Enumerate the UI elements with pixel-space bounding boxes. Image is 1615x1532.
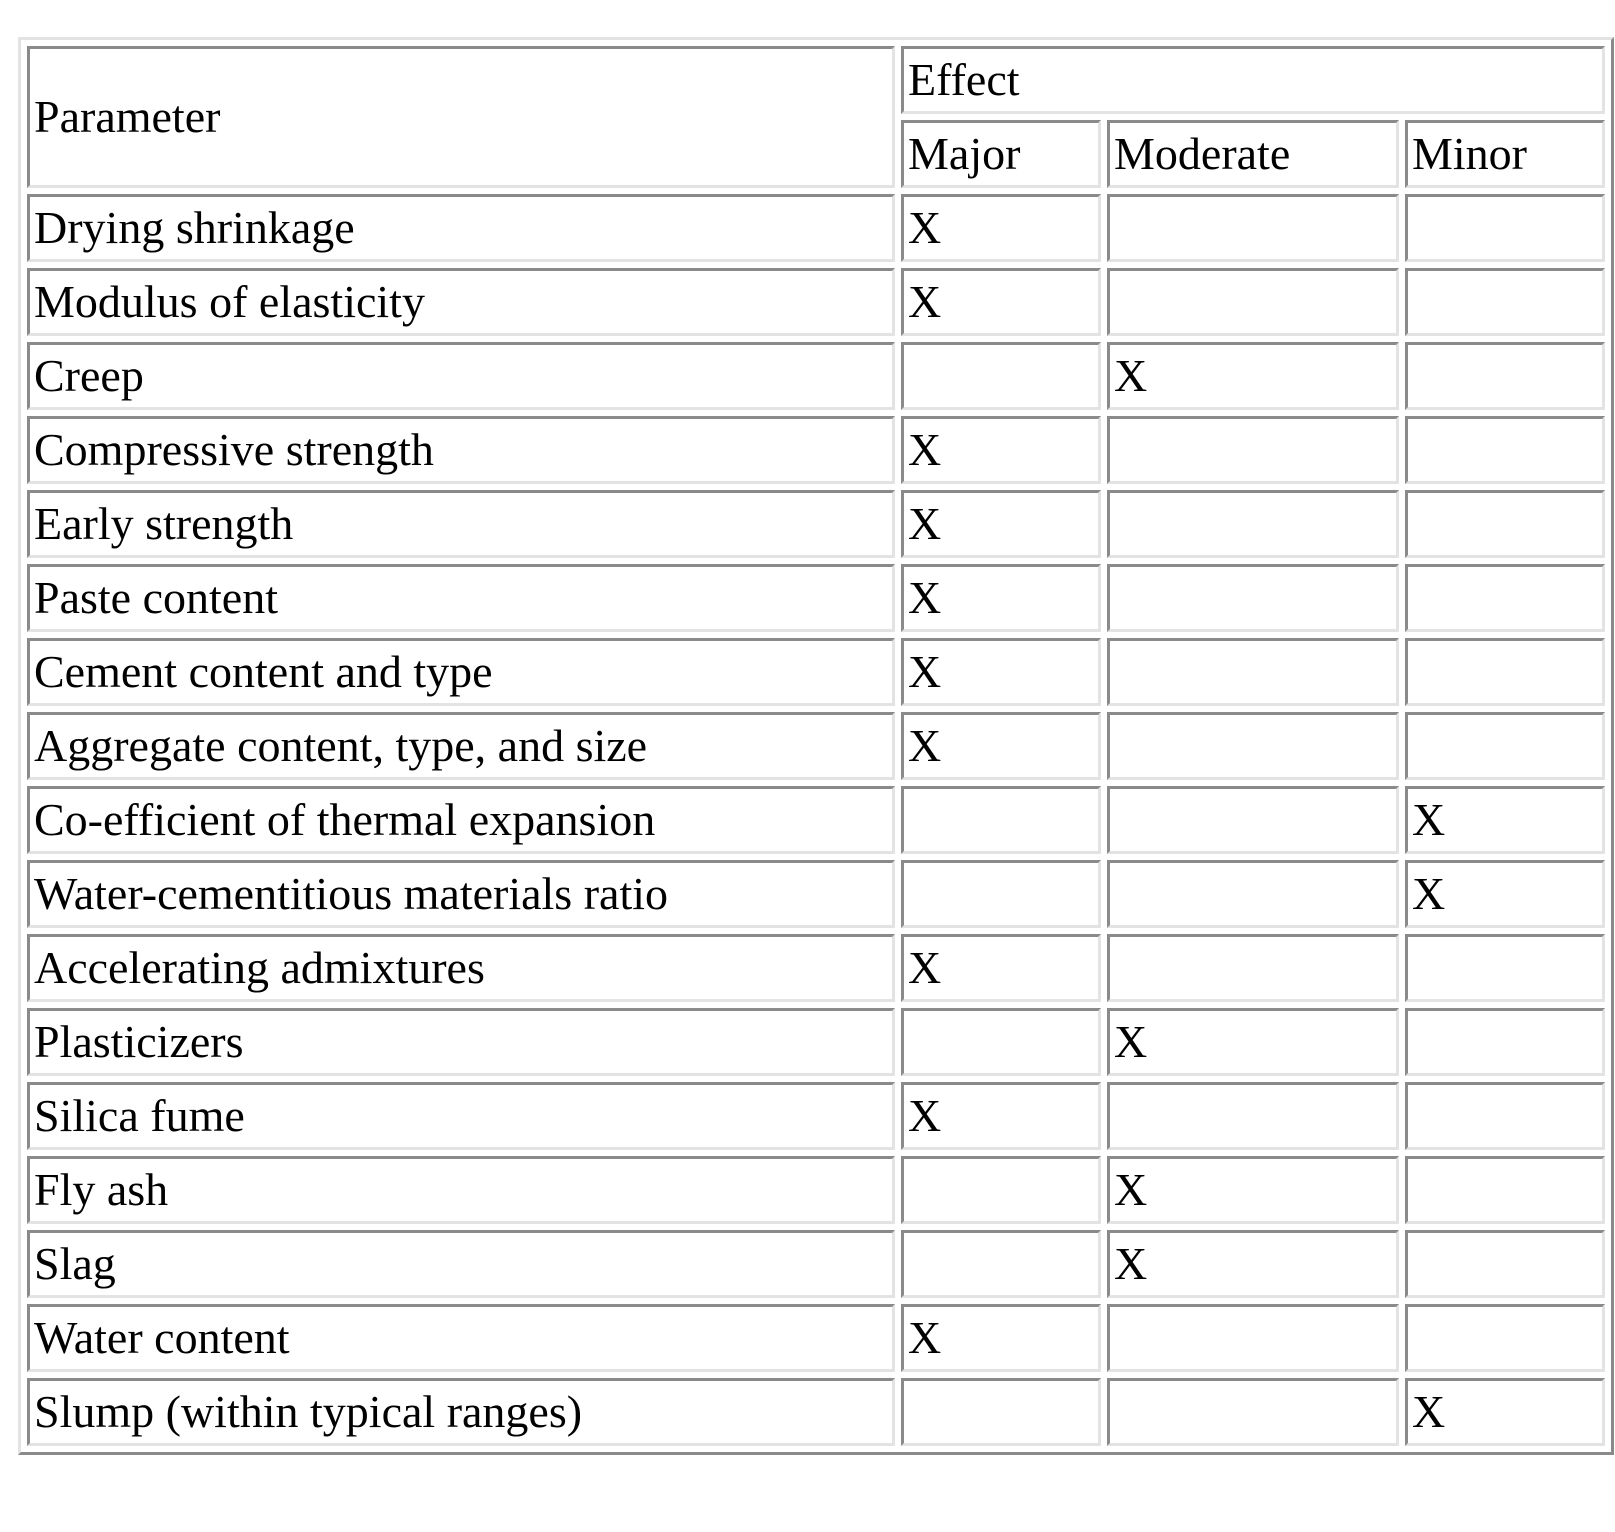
header-parameter: Parameter xyxy=(27,46,895,188)
table-row xyxy=(27,638,1605,706)
cell-moderate xyxy=(1107,638,1399,706)
cell-parameter: Water-cementitious materials ratio xyxy=(27,860,895,928)
cell-moderate: X xyxy=(1107,342,1399,410)
table-row xyxy=(27,564,1605,632)
table-row xyxy=(27,1230,1605,1298)
cell-major xyxy=(901,1378,1101,1446)
table-row xyxy=(27,1156,1605,1224)
cell-parameter: Accelerating admixtures xyxy=(27,934,895,1002)
cell-major xyxy=(901,860,1101,928)
cell-parameter: Compressive strength xyxy=(27,416,895,484)
cell-major xyxy=(901,342,1101,410)
cell-parameter: Paste content xyxy=(27,564,895,632)
cell-major xyxy=(901,786,1101,854)
header-minor: Minor xyxy=(1405,120,1605,188)
cell-minor xyxy=(1405,1008,1605,1076)
cell-parameter: Cement content and type xyxy=(27,638,895,706)
cell-minor xyxy=(1405,712,1605,780)
cell-major: X xyxy=(901,490,1101,558)
cell-major: X xyxy=(901,1304,1101,1372)
cell-major: X xyxy=(901,194,1101,262)
table-row xyxy=(27,342,1605,410)
cell-minor xyxy=(1405,194,1605,262)
table-body xyxy=(27,46,1605,1446)
cell-moderate: X xyxy=(1107,1008,1399,1076)
header-row-top xyxy=(27,46,1605,114)
cell-moderate: X xyxy=(1107,1156,1399,1224)
cell-major: X xyxy=(901,638,1101,706)
cell-parameter: Fly ash xyxy=(27,1156,895,1224)
table-row xyxy=(27,1082,1605,1150)
cell-parameter: Water content xyxy=(27,1304,895,1372)
cell-moderate xyxy=(1107,712,1399,780)
cell-major: X xyxy=(901,268,1101,336)
cell-parameter: Modulus of elasticity xyxy=(27,268,895,336)
cell-major: X xyxy=(901,416,1101,484)
cell-major xyxy=(901,1156,1101,1224)
cell-moderate xyxy=(1107,1304,1399,1372)
cell-minor xyxy=(1405,934,1605,1002)
cell-major: X xyxy=(901,712,1101,780)
cell-parameter: Creep xyxy=(27,342,895,410)
cell-major: X xyxy=(901,564,1101,632)
cell-minor xyxy=(1405,490,1605,558)
cell-parameter: Drying shrinkage xyxy=(27,194,895,262)
table-row xyxy=(27,1008,1605,1076)
cell-minor xyxy=(1405,1082,1605,1150)
cell-minor xyxy=(1405,564,1605,632)
cell-moderate xyxy=(1107,564,1399,632)
cell-parameter: Silica fume xyxy=(27,1082,895,1150)
cell-minor xyxy=(1405,416,1605,484)
cell-minor: X xyxy=(1405,1378,1605,1446)
cell-minor xyxy=(1405,268,1605,336)
table-row xyxy=(27,934,1605,1002)
cell-minor xyxy=(1405,1304,1605,1372)
table-row xyxy=(27,786,1605,854)
cell-parameter: Slag xyxy=(27,1230,895,1298)
header-major: Major xyxy=(901,120,1101,188)
cell-minor xyxy=(1405,342,1605,410)
table-row xyxy=(27,1378,1605,1446)
table-row xyxy=(27,860,1605,928)
cell-parameter: Aggregate content, type, and size xyxy=(27,712,895,780)
header-moderate: Moderate xyxy=(1107,120,1399,188)
cell-major: X xyxy=(901,1082,1101,1150)
cell-parameter: Slump (within typical ranges) xyxy=(27,1378,895,1446)
table-row xyxy=(27,416,1605,484)
table-row xyxy=(27,1304,1605,1372)
cell-parameter: Plasticizers xyxy=(27,1008,895,1076)
cell-moderate xyxy=(1107,934,1399,1002)
cell-moderate xyxy=(1107,860,1399,928)
effects-table-container xyxy=(18,37,1598,1455)
cell-parameter: Early strength xyxy=(27,490,895,558)
cell-major xyxy=(901,1008,1101,1076)
cell-moderate xyxy=(1107,1082,1399,1150)
cell-minor xyxy=(1405,1230,1605,1298)
cell-minor: X xyxy=(1405,786,1605,854)
cell-minor: X xyxy=(1405,860,1605,928)
cell-moderate xyxy=(1107,194,1399,262)
cell-moderate xyxy=(1107,1378,1399,1446)
header-effect: Effect xyxy=(901,46,1605,114)
cell-moderate xyxy=(1107,786,1399,854)
table-row xyxy=(27,712,1605,780)
cell-minor xyxy=(1405,638,1605,706)
cell-moderate xyxy=(1107,416,1399,484)
cell-parameter: Co-efficient of thermal expansion xyxy=(27,786,895,854)
table-row xyxy=(27,194,1605,262)
table-row xyxy=(27,268,1605,336)
cell-moderate xyxy=(1107,490,1399,558)
cell-moderate: X xyxy=(1107,1230,1399,1298)
cell-major: X xyxy=(901,934,1101,1002)
table-row xyxy=(27,490,1605,558)
effects-table xyxy=(18,37,1614,1455)
cell-minor xyxy=(1405,1156,1605,1224)
cell-major xyxy=(901,1230,1101,1298)
cell-moderate xyxy=(1107,268,1399,336)
